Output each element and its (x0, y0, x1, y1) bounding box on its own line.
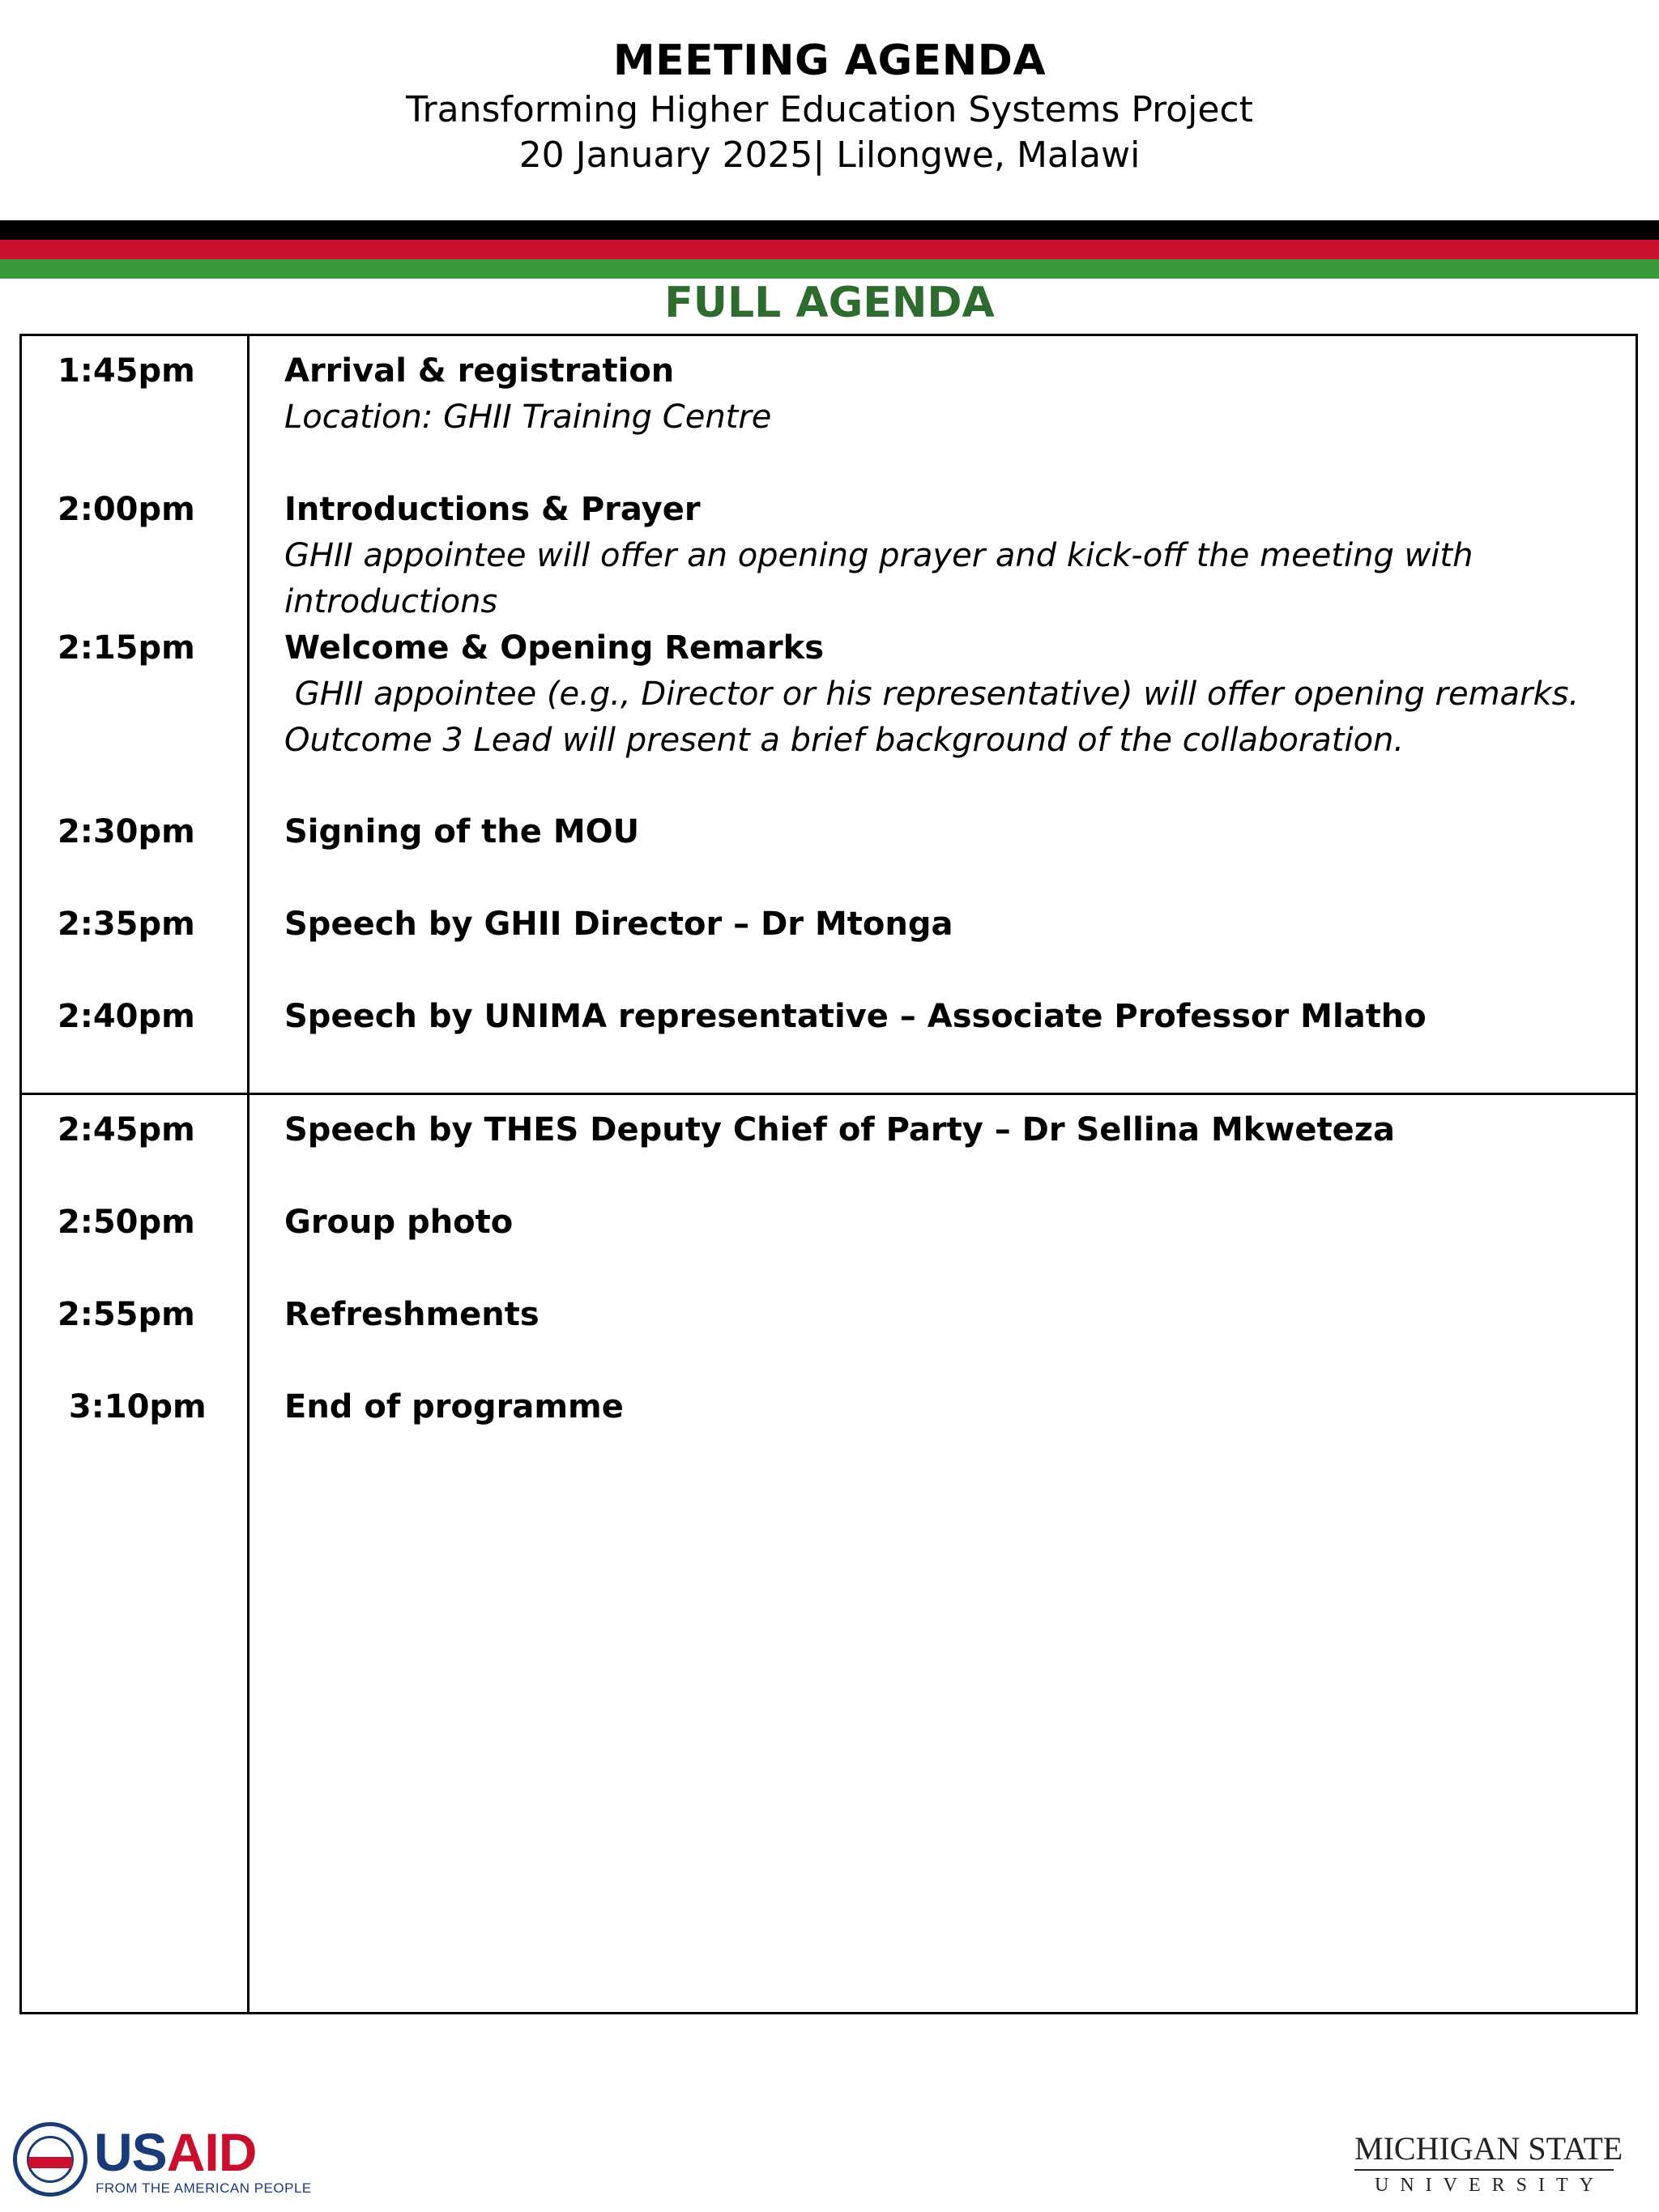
agenda-item (284, 1292, 1613, 1338)
document-header (0, 34, 1659, 178)
agenda-item-note: Location: GHII Training Centre (284, 399, 772, 436)
agenda-item (284, 1107, 1613, 1153)
column-divider (247, 336, 249, 2012)
agenda-item-title: End of programme (284, 1388, 624, 1426)
agenda-time: 3:10pm (58, 1388, 207, 1426)
section-title: FULL AGENDA (664, 279, 995, 327)
agenda-item-title: Speech by THES Deputy Chief of Party – Dr Sellina Mkweteza (284, 1111, 1395, 1149)
agenda-item (284, 1384, 1613, 1430)
flag-stripe-green (0, 259, 1659, 279)
agenda-item-title: Welcome & Opening Remarks (284, 629, 824, 667)
agenda-item (284, 809, 1613, 855)
page-title: MEETING AGENDA (612, 36, 1047, 85)
agenda-item-title: Group photo (284, 1204, 514, 1241)
agenda-item (284, 348, 1613, 441)
agenda-time: 2:45pm (58, 1111, 195, 1149)
date-location: 20 January 2025| Lilongwe, Malawi (518, 134, 1141, 176)
msu-logo (1354, 2130, 1623, 2200)
agenda-time: 2:00pm (58, 491, 195, 528)
agenda-item (284, 487, 1613, 625)
agenda-time: 2:50pm (58, 1204, 195, 1241)
msu-name: MICHIGAN STATE (1354, 2130, 1614, 2171)
flag-stripe-red (0, 240, 1659, 259)
flag-stripe-black (0, 220, 1659, 240)
agenda-time: 2:40pm (58, 998, 195, 1035)
usaid-seal-icon (13, 2122, 87, 2197)
agenda-time: 2:35pm (58, 906, 195, 943)
agenda-item (284, 1200, 1613, 1246)
usaid-tagline: FROM THE AMERICAN PEOPLE (96, 2180, 312, 2196)
agenda-item-note: GHII appointee will offer an opening prayer and kick-off the meeting with introductions (284, 537, 1473, 620)
agenda-table (19, 334, 1638, 2014)
agenda-item-note: GHII appointee (e.g., Director or his representative) will offer opening remarks. (284, 676, 1580, 713)
agenda-item-title: Refreshments (284, 1296, 539, 1333)
usaid-wordmark: USAID (94, 2122, 257, 2182)
agenda-item (284, 625, 1613, 764)
agenda-item-title: Speech by UNIMA representative – Associate Professor Mlatho (284, 998, 1427, 1035)
row-divider (22, 1093, 1636, 1095)
agenda-time: 2:30pm (58, 813, 195, 850)
agenda-time: 2:15pm (58, 629, 195, 667)
agenda-item (284, 901, 1613, 948)
project-name: Transforming Higher Education Systems Project (406, 89, 1253, 130)
msu-university: UNIVERSITY (1375, 2175, 1605, 2196)
agenda-item-title: Introductions & Prayer (284, 491, 701, 528)
agenda-time: 1:45pm (58, 352, 195, 390)
agenda-time: 2:55pm (58, 1296, 195, 1333)
agenda-item-title: Signing of the MOU (284, 813, 640, 850)
agenda-item (284, 994, 1613, 1040)
agenda-item-title: Speech by GHII Director – Dr Mtonga (284, 906, 953, 943)
agenda-item-note: Outcome 3 Lead will present a brief background of the collaboration. (284, 722, 1405, 759)
agenda-item-title: Arrival & registration (284, 352, 675, 390)
